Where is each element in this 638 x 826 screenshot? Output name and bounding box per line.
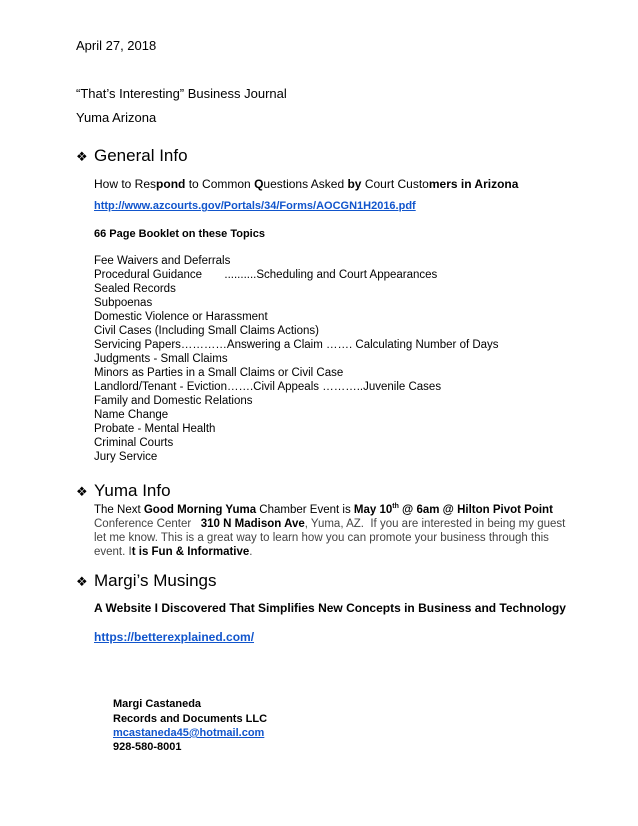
list-item: Family and Domestic Relations [94, 395, 253, 407]
bullet-diamond-icon: ❖ [76, 574, 88, 589]
booklet-title: 66 Page Booklet on these Topics [94, 228, 265, 240]
list-item: Procedural Guidance ..........Scheduling and Court Appearances [94, 269, 438, 281]
yuma-line-4: event. It is Fun & Informative. [94, 545, 253, 558]
yuma-line-1: The Next Good Morning Yuma Chamber Event is May 10th @ 6am @ Hilton Pivot Point [94, 503, 553, 516]
list-item: Domestic Violence or Harassment [94, 311, 268, 323]
yuma-paragraph [94, 500, 565, 559]
list-item: Jury Service [94, 451, 158, 463]
bullet-diamond-icon: ❖ [76, 484, 88, 499]
signature-name: Margi Castaneda [113, 698, 202, 710]
yuma-line-2: Conference Center 310 N Madison Ave, Yuma, AZ. If you are interested in being my guest [94, 517, 566, 530]
azcourts-link[interactable]: http://www.azcourts.gov/Portals/34/Forms/AOCGN1H2016.pdf [94, 200, 416, 212]
list-item: Servicing Papers…………Answering a Claim ……. Calculating Number of Days [94, 339, 499, 351]
topics-list [94, 254, 499, 464]
list-item: Civil Cases (Including Small Claims Actions) [94, 325, 319, 337]
list-item: Criminal Courts [94, 437, 174, 449]
list-item: Sealed Records [94, 283, 176, 295]
general-info-heading: General Info [94, 146, 188, 165]
yuma-info-heading: Yuma Info [94, 481, 171, 500]
signature-phone: 928-580-8001 [113, 741, 182, 753]
list-item: Subpoenas [94, 297, 153, 309]
signature-email-link[interactable]: mcastaneda45@hotmail.com [113, 727, 265, 739]
musings-heading: Margi’s Musings [94, 571, 217, 590]
list-item: Fee Waivers and Deferrals [94, 255, 231, 267]
list-item: Judgments - Small Claims [94, 353, 228, 365]
general-subtitle: How to Respond to Common Questions Asked by Court Customers in Arizona [94, 177, 519, 191]
list-item: Probate - Mental Health [94, 423, 216, 435]
musings-subtitle: A Website I Discovered That Simplifies New Concepts in Business and Technology [94, 601, 566, 615]
list-item: Minors as Parties in a Small Claims or Civil Case [94, 367, 344, 379]
location: Yuma Arizona [76, 110, 157, 125]
yuma-line-3: let me know. This is a great way to learn how you can promote your business through this [94, 531, 549, 544]
list-item: Name Change [94, 409, 169, 421]
date: April 27, 2018 [76, 38, 157, 53]
betterexplained-link[interactable]: https://betterexplained.com/ [94, 630, 255, 644]
signature-company: Records and Documents LLC [113, 713, 268, 725]
journal-title: “That’s Interesting” Business Journal [76, 86, 287, 101]
list-item: Landlord/Tenant - Eviction…….Civil Appeals ………..Juvenile Cases [94, 381, 442, 393]
bullet-diamond-icon: ❖ [76, 149, 88, 164]
